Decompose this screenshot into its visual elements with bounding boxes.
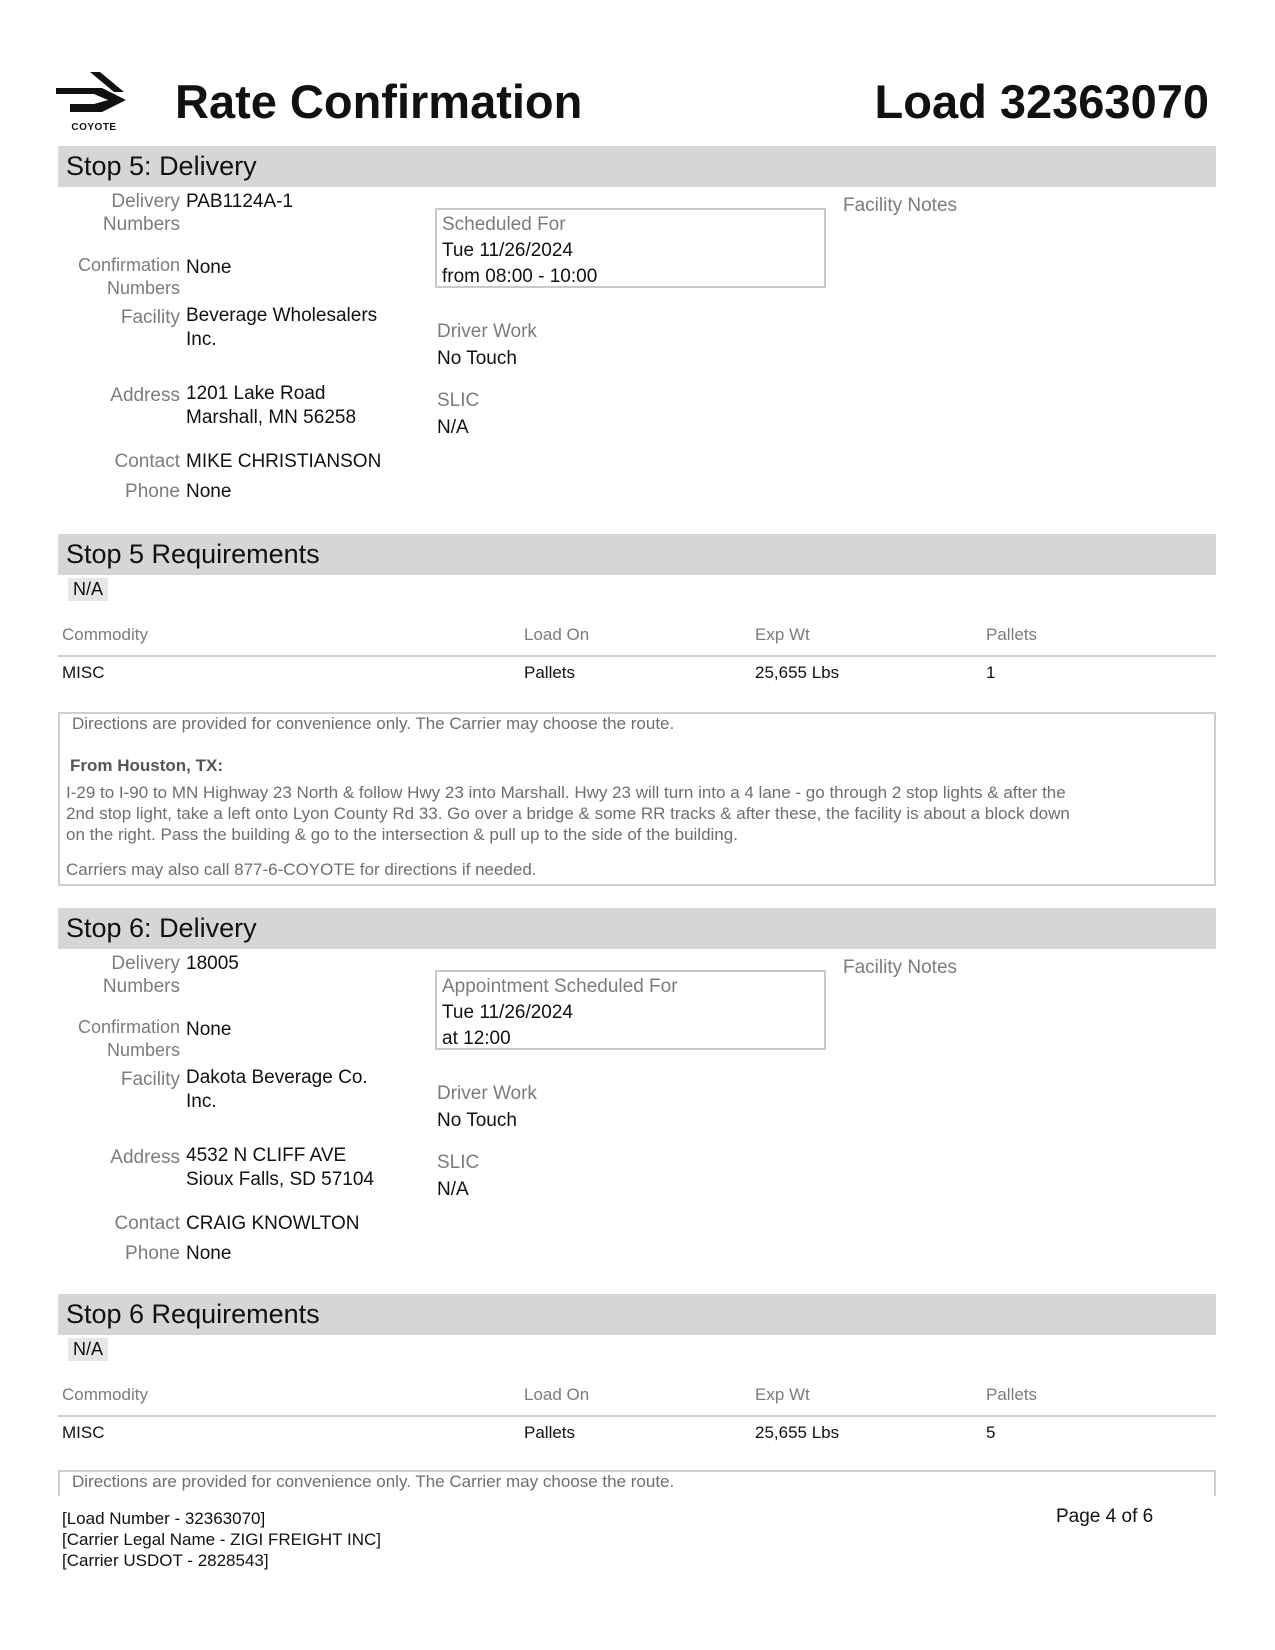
stop5-directions-note: Directions are provided for convenience only. The Carrier may choose the route. (72, 714, 675, 733)
stop5-requirements-heading: Stop 5 Requirements (58, 534, 1216, 575)
logo-text: COYOTE (71, 122, 117, 133)
stop6-delivery-numbers: 18005 (186, 953, 239, 974)
stop5-schedule-label: Scheduled For (442, 214, 566, 235)
stop6-phone-label: Phone (125, 1243, 180, 1264)
stop6-cell-pallets: 5 (986, 1423, 996, 1442)
footer-carrier-info (62, 1508, 381, 1571)
stop5-cell-pallets: 1 (986, 663, 996, 682)
page-number: Page 4 of 6 (1056, 1506, 1154, 1527)
footer-carrier-name: [Carrier Legal Name - ZIGI FREIGHT INC] (62, 1530, 381, 1549)
stop6-confirmation-label: Confirmation Numbers (77, 1017, 180, 1060)
stop5-facility-notes-label: Facility Notes (843, 195, 958, 216)
stop6-cell-exp-wt: 25,655 Lbs (755, 1423, 840, 1442)
stop6-facility: Dakota Beverage Co. Inc. (186, 1067, 368, 1112)
stop6-facility-notes-label: Facility Notes (843, 957, 958, 978)
stop6-schedule-box (435, 970, 826, 1050)
stop5-col-load-on: Load On (524, 625, 590, 644)
stop5-delivery-label: Delivery Numbers (102, 191, 180, 235)
stop5-facility: Beverage Wholesalers Inc. (186, 305, 378, 350)
stop5-slic: N/A (437, 417, 469, 438)
stop6-address-label: Address (110, 1147, 180, 1168)
stop6-cell-load-on: Pallets (524, 1423, 576, 1442)
stop5-cell-exp-wt: 25,655 Lbs (755, 663, 840, 682)
stop6-schedule-time: at 12:00 (442, 1028, 511, 1049)
stop5-facility-label: Facility (120, 307, 180, 328)
stop6-cell-commodity: MISC (62, 1423, 105, 1442)
stop5-address: 1201 Lake Road Marshall, MN 56258 (186, 383, 357, 428)
stop6-confirmation-numbers: None (186, 1019, 232, 1040)
stop6-directions-note: Directions are provided for convenience only. The Carrier may choose the route. (72, 1472, 675, 1491)
stop5-col-pallets: Pallets (986, 625, 1038, 644)
stop5-table-divider (58, 655, 1216, 657)
stop5-directions-from: From Houston, TX: (70, 756, 223, 775)
stop6-col-exp-wt: Exp Wt (755, 1385, 810, 1404)
stop6-address: 4532 N CLIFF AVE Sioux Falls, SD 57104 (186, 1145, 374, 1190)
stop6-slic: N/A (437, 1179, 469, 1200)
stop6-delivery-label: Delivery Numbers (102, 953, 180, 997)
coyote-logo (56, 72, 132, 134)
stop5-delivery-numbers: PAB1124A-1 (186, 191, 294, 212)
page-title: Rate Confirmation (175, 75, 583, 128)
load-number-heading: Load 32363070 (874, 75, 1209, 128)
stop5-col-exp-wt: Exp Wt (755, 625, 810, 644)
stop5-directions-body: I-29 to I-90 to MN Highway 23 North & follow Hwy 23 into Marshall. Hwy 23 will turn into a 4 lane - go through 2 stop lights & after the 2nd stop light, take a left onto Lyon County Rd 33. Go over a bridge & some RR tracks & after these, the facility is about a block down on the right. Pass the building & go to the intersection & pull up to the side of the building. (66, 783, 1070, 844)
stop6-col-commodity: Commodity (62, 1385, 148, 1404)
stop5-col-commodity: Commodity (62, 625, 148, 644)
stop5-contact-label: Contact (114, 451, 180, 472)
stop5-heading: Stop 5: Delivery (58, 146, 1216, 187)
stop5-confirmation-label: Confirmation Numbers (77, 255, 180, 298)
stop5-schedule-date: Tue 11/26/2024 (442, 240, 573, 261)
footer-usdot: [Carrier USDOT - 2828543] (62, 1551, 269, 1570)
stop6-requirements-tag: N/A (68, 1338, 108, 1361)
stop6-driver-work: No Touch (437, 1110, 517, 1131)
stop5-driver-work: No Touch (437, 348, 517, 369)
stop5-phone: None (186, 481, 232, 502)
stop5-slic-label: SLIC (437, 390, 480, 411)
coyote-logo-mark-icon (56, 72, 132, 120)
stop5-cell-commodity: MISC (62, 663, 105, 682)
stop5-requirements-tag: N/A (68, 578, 108, 601)
stop5-phone-label: Phone (125, 481, 180, 502)
stop6-requirements-heading: Stop 6 Requirements (58, 1294, 1216, 1335)
stop5-schedule-box (435, 208, 826, 288)
stop6-schedule-date: Tue 11/26/2024 (442, 1002, 573, 1023)
stop6-facility-label: Facility (120, 1069, 180, 1090)
stop5-confirmation-numbers: None (186, 257, 232, 278)
stop6-col-load-on: Load On (524, 1385, 590, 1404)
stop6-col-pallets: Pallets (986, 1385, 1038, 1404)
stop6-heading: Stop 6: Delivery (58, 908, 1216, 949)
footer-load-number: [Load Number - 32363070] (62, 1509, 266, 1528)
stop5-driver-work-label: Driver Work (437, 321, 537, 342)
stop6-schedule-label: Appointment Scheduled For (442, 976, 678, 997)
stop5-cell-load-on: Pallets (524, 663, 576, 682)
stop6-contact-label: Contact (114, 1213, 180, 1234)
stop5-directions-box (58, 712, 1216, 886)
stop5-directions-call: Carriers may also call 877-6-COYOTE for directions if needed. (66, 860, 537, 879)
stop6-contact: CRAIG KNOWLTON (186, 1213, 360, 1234)
stop6-driver-work-label: Driver Work (437, 1083, 537, 1104)
stop6-directions-box (58, 1470, 1216, 1496)
stop5-address-label: Address (110, 385, 180, 406)
stop6-slic-label: SLIC (437, 1152, 480, 1173)
stop5-contact: MIKE CHRISTIANSON (186, 451, 382, 472)
stop6-phone: None (186, 1243, 232, 1264)
stop5-schedule-time: from 08:00 - 10:00 (442, 266, 598, 287)
stop6-table-divider (58, 1415, 1216, 1417)
